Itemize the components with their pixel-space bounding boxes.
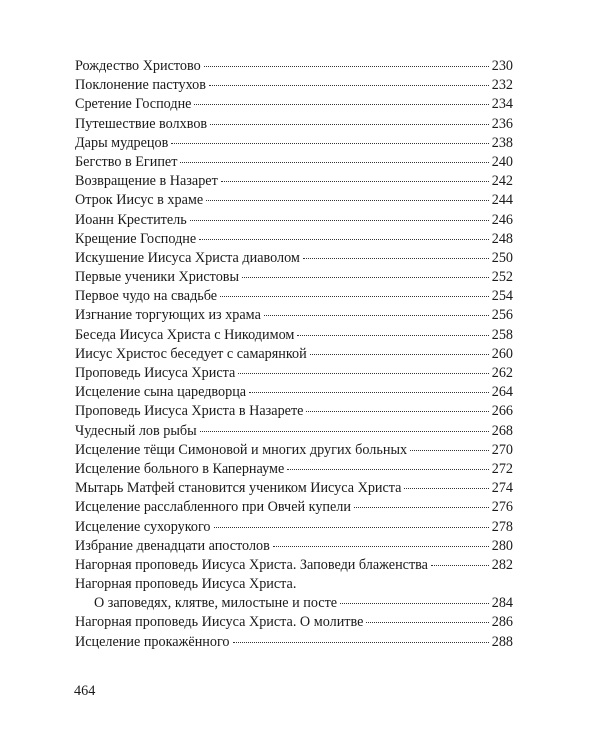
- toc-entry: [75, 211, 513, 230]
- toc-entry-page: 262: [491, 365, 513, 381]
- toc-entry-title: Иисус Христос беседует с самарянкой: [75, 345, 307, 362]
- toc-entry-title: Путешествие волхвов: [75, 115, 208, 132]
- toc-entry: [75, 594, 513, 613]
- toc-entry: [75, 230, 513, 249]
- toc-entry-page: 274: [491, 480, 513, 497]
- dot-leader: [354, 507, 489, 508]
- toc-entry-page: 244: [491, 192, 513, 209]
- dot-leader: [306, 411, 488, 412]
- toc-entry: [75, 345, 513, 364]
- toc-entry-page: 242: [491, 173, 513, 190]
- dot-leader: [242, 277, 489, 278]
- toc-entry-title: Проповедь Иисуса Христа: [75, 365, 236, 381]
- dot-leader: [171, 143, 488, 144]
- toc-entry-title: Первое чудо на свадьбе: [75, 288, 218, 305]
- dot-leader: [214, 527, 489, 528]
- dot-leader: [404, 488, 488, 489]
- toc-entry-page: 238: [491, 134, 513, 151]
- toc-entry: [75, 422, 513, 441]
- dot-leader: [287, 469, 488, 470]
- toc-entry-title: Мытарь Матфей становится учеником Иисуса Христа: [75, 480, 402, 497]
- dot-leader: [310, 354, 489, 355]
- toc-entry-page: 264: [491, 384, 513, 401]
- toc-entry-title: Исцеление сухорукого: [75, 518, 211, 535]
- toc-entry-page: 234: [491, 96, 513, 113]
- toc-entry: [75, 172, 513, 191]
- table-of-contents: [75, 57, 513, 652]
- dot-leader: [366, 622, 488, 623]
- toc-entry-page: 286: [491, 614, 513, 631]
- toc-entry-title: Поклонение пастухов: [75, 77, 206, 94]
- toc-entry-title: Возвращение в Назарет: [75, 173, 218, 190]
- toc-entry-page: 254: [491, 288, 513, 305]
- toc-entry-page: 246: [491, 211, 513, 228]
- dot-leader: [206, 200, 489, 201]
- toc-entry: [75, 633, 513, 652]
- dot-leader: [273, 546, 489, 547]
- toc-entry: [75, 613, 513, 632]
- toc-entry-title: Бегство в Египет: [75, 153, 178, 170]
- toc-entry-page: 276: [491, 499, 513, 516]
- toc-entry: [75, 383, 513, 402]
- toc-entry: [75, 249, 513, 268]
- dot-leader: [194, 104, 488, 105]
- toc-entry: [75, 518, 513, 537]
- toc-entry: [75, 153, 513, 172]
- toc-entry: [75, 287, 513, 306]
- dot-leader: [297, 335, 488, 336]
- toc-entry-page: 272: [491, 460, 513, 477]
- toc-entry-page: 230: [491, 58, 513, 74]
- toc-entry: [75, 441, 513, 460]
- toc-entry: [75, 134, 513, 153]
- toc-entry-page: 288: [491, 633, 513, 650]
- toc-entry-page: 232: [491, 77, 513, 94]
- toc-entry-page: 250: [491, 249, 513, 266]
- toc-entry: [75, 479, 513, 498]
- dot-leader: [340, 603, 489, 604]
- toc-entry-title: Исцеление расслабленного при Овчей купели: [75, 499, 351, 516]
- dot-leader: [180, 162, 488, 163]
- toc-entry: [75, 326, 513, 345]
- toc-entry-page: 258: [491, 326, 513, 343]
- toc-entry-page: 266: [491, 403, 513, 420]
- toc-entry: [75, 364, 513, 383]
- toc-entry: [75, 95, 513, 114]
- toc-entry-title: Сретение Господне: [75, 96, 192, 113]
- dot-leader: [200, 431, 489, 432]
- toc-entry-title: Беседа Иисуса Христа с Никодимом: [75, 326, 295, 343]
- dot-leader: [238, 373, 488, 374]
- toc-entry: [75, 76, 513, 95]
- toc-entry-title: Нагорная проповедь Иисуса Христа.: [75, 576, 297, 593]
- dot-leader: [233, 642, 489, 643]
- toc-entry-page: 236: [491, 115, 513, 132]
- toc-entry-page: 268: [491, 422, 513, 439]
- toc-entry: [75, 537, 513, 556]
- toc-entry-title: Иоанн Креститель: [75, 211, 187, 228]
- toc-entry: [75, 498, 513, 517]
- toc-entry-title: Искушение Иисуса Христа диаволом: [75, 249, 300, 266]
- toc-entry-page: 240: [491, 153, 513, 170]
- toc-entry-title: Исцеление сына царедворца: [75, 384, 247, 401]
- toc-entry-title: Нагорная проповедь Иисуса Христа. О молитве: [75, 614, 364, 631]
- toc-entry-title: Рождество Христово: [75, 58, 201, 74]
- dot-leader: [199, 239, 489, 240]
- dot-leader: [190, 220, 489, 221]
- page-number: 464: [74, 683, 96, 699]
- toc-entry-page: 252: [491, 269, 513, 286]
- dot-leader: [204, 66, 489, 67]
- toc-entry-title: Нагорная проповедь Иисуса Христа. Заповеди блаженства: [75, 556, 428, 573]
- toc-entry-title: Чудесный лов рыбы: [75, 422, 197, 439]
- toc-entry: [75, 460, 513, 479]
- toc-entry: [75, 268, 513, 287]
- dot-leader: [249, 392, 489, 393]
- dot-leader: [303, 258, 489, 259]
- dot-leader: [410, 450, 489, 451]
- toc-entry-title: Исцеление тёщи Симоновой и многих других больных: [75, 441, 408, 458]
- toc-entry-title: Первые ученики Христовы: [75, 269, 240, 286]
- toc-entry: [75, 306, 513, 325]
- toc-entry-title: Дары мудрецов: [75, 134, 169, 151]
- toc-entry-page: 282: [491, 556, 513, 573]
- toc-entry-page: 256: [491, 307, 513, 324]
- toc-entry: [75, 575, 513, 594]
- toc-entry-page: 280: [491, 537, 513, 554]
- toc-entry: [75, 191, 513, 210]
- toc-entry-title: Изгнание торгующих из храма: [75, 307, 261, 324]
- toc-entry: [75, 556, 513, 575]
- toc-entry-title: Крещение Господне: [75, 230, 197, 247]
- toc-entry: [75, 115, 513, 134]
- toc-entry: [75, 402, 513, 421]
- toc-entry-title: Исцеление больного в Капернауме: [75, 460, 285, 477]
- dot-leader: [431, 565, 489, 566]
- toc-entry-title: Проповедь Иисуса Христа в Назарете: [75, 403, 304, 420]
- toc-entry-title: Отрок Иисус в храме: [75, 192, 204, 209]
- dot-leader: [264, 315, 489, 316]
- toc-entry-page: 260: [491, 345, 513, 362]
- toc-entry-title: О заповедях, клятве, милостыне и посте: [94, 595, 338, 612]
- toc-entry-page: 248: [491, 230, 513, 247]
- dot-leader: [220, 296, 489, 297]
- toc-entry-title: Избрание двенадцати апостолов: [75, 537, 270, 554]
- dot-leader: [210, 124, 489, 125]
- toc-entry: [75, 57, 513, 76]
- toc-entry-page: 284: [491, 595, 513, 612]
- toc-entry-page: 270: [491, 441, 513, 458]
- dot-leader: [209, 85, 489, 86]
- dot-leader: [221, 181, 489, 182]
- toc-entry-page: 278: [491, 518, 513, 535]
- toc-entry-title: Исцеление прокажённого: [75, 633, 230, 650]
